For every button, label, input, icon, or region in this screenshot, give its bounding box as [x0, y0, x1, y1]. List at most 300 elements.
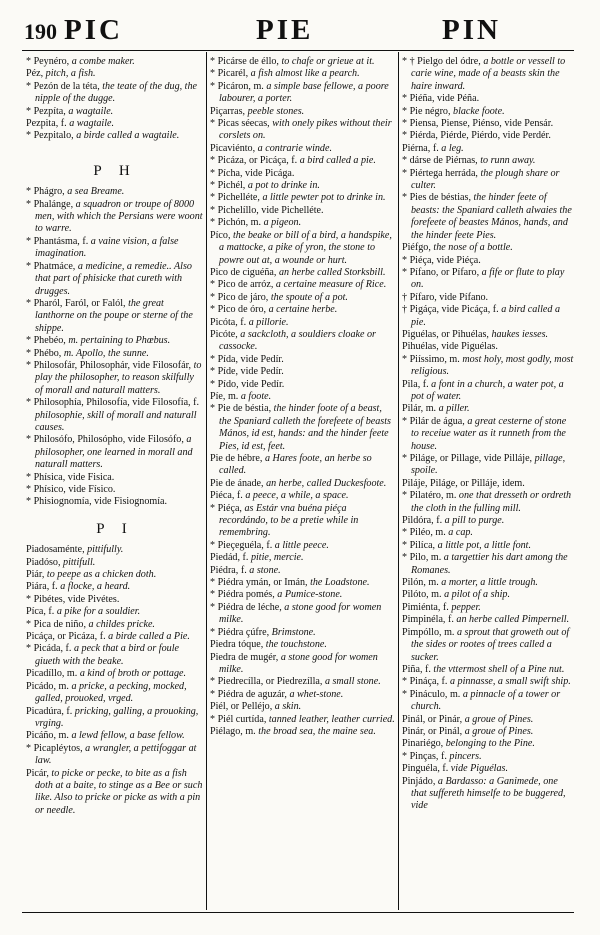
dictionary-entry — [26, 619, 204, 631]
entry-definition: pitch, a fish. — [45, 68, 96, 80]
entry-definition: a stone. — [249, 564, 281, 576]
entry-headword: Piár, — [26, 569, 45, 581]
entry-definition: a kind of broth or pottage. — [79, 668, 187, 680]
entry-headword: Piérna, f. — [402, 142, 439, 154]
entry-headword: Píca, f. — [26, 606, 55, 618]
entry-headword: Picóta, f. — [210, 316, 247, 328]
dictionary-entry — [210, 292, 396, 304]
entry-headword: * Piértega herráda, — [402, 167, 478, 179]
entry-headword: Picádo, m. — [26, 680, 69, 692]
entry-headword: * Piéña, vide Péña. — [402, 93, 480, 105]
entry-definition: a groue of Pines. — [464, 713, 534, 725]
dictionary-entry — [210, 279, 396, 291]
entry-definition: a Pumice-stone. — [277, 589, 343, 601]
entry-definition: a targettier his dart among the Romanes. — [411, 552, 568, 576]
entry-definition: a Hares foote, an herbe so called. — [219, 453, 372, 477]
entry-headword: Piláje, Piláge, or Pilláje, idem. — [402, 477, 525, 489]
entry-definition: pricking, galling, a prouoking, vrging. — [35, 705, 199, 729]
entry-headword: * Pilatéro, m. — [402, 490, 457, 502]
dictionary-entry — [26, 668, 204, 680]
entry-definition: to play the philosopher, to reason skilfully of morall and naturall matters. — [35, 359, 202, 396]
entry-definition: the nose of a bottle. — [433, 242, 513, 254]
entry-definition: Brimstone. — [271, 626, 316, 638]
dictionary-entry — [26, 706, 204, 731]
dictionary-entry — [210, 652, 396, 677]
entry-headword: Pinál, or Pinár, — [402, 713, 463, 725]
entry-headword: Piélago, m. — [210, 725, 256, 737]
dictionary-entry — [402, 416, 574, 453]
dictionary-entry — [402, 56, 574, 93]
entry-definition: m. pertaining to Phœbus. — [68, 335, 171, 347]
dictionary-entry — [210, 403, 396, 453]
dictionary-entry — [402, 676, 574, 688]
entry-headword: * Pilo, m. — [402, 552, 442, 564]
dictionary-entry — [26, 236, 204, 261]
entry-definition: a pinnacle of a tower or church. — [411, 688, 561, 713]
dictionary-entry — [26, 496, 204, 508]
entry-headword: Piguélas, or Pihuélas, — [402, 328, 489, 340]
dictionary-entry — [210, 180, 396, 192]
entry-headword: * Pída, vide Pedír. — [210, 353, 284, 365]
entry-headword: * Pie de béstia, — [210, 403, 272, 415]
entry-definition: pittifully. — [87, 544, 124, 556]
entry-headword: Piéca, f. — [210, 490, 243, 502]
entry-definition: a combe maker. — [71, 56, 135, 67]
entry-headword: * Piédra ymán, or Imán, — [210, 577, 308, 589]
entry-definition: the hinder feete of beasts: the Spaniard calleth alwaies the forefeete of beastes Mános, hands, and the hinder feete Pies. — [411, 192, 572, 241]
dictionary-entry — [26, 106, 204, 118]
entry-headword: * Pichél, — [210, 180, 246, 192]
entry-headword: * Pies de béstias, — [402, 192, 471, 204]
entry-definition: the broad sea, the maine sea. — [258, 725, 376, 737]
entry-headword: * Pináça, f. — [402, 676, 448, 688]
entry-headword: * Piíssimo, m. — [402, 353, 460, 365]
entry-headword: * † Pielgo del ódre, — [402, 56, 481, 67]
entry-definition: pittifull. — [63, 556, 96, 568]
entry-definition: pincers. — [449, 750, 482, 762]
dictionary-entry — [402, 714, 574, 726]
dictionary-entry — [402, 292, 574, 304]
entry-definition: a stone good for women milke. — [219, 601, 382, 626]
dictionary-entry — [210, 589, 396, 601]
dictionary-entry — [26, 472, 204, 484]
dictionary-entry — [26, 581, 204, 593]
entry-headword: Pinjádo, — [402, 775, 436, 787]
section-heading: P H — [93, 162, 137, 179]
entry-headword: * Piléo, m. — [402, 527, 446, 539]
entry-headword: Piedra de mugér, — [210, 651, 279, 663]
entry-definition: vide Piguélas. — [450, 763, 508, 775]
entry-definition: blacke foote. — [453, 105, 505, 117]
entry-definition: a pigeon. — [263, 217, 302, 229]
dictionary-entry — [210, 503, 396, 540]
entry-definition: to runn away. — [480, 155, 536, 167]
column-divider — [206, 52, 207, 910]
dictionary-entry — [210, 118, 396, 143]
dictionary-entry — [210, 81, 396, 106]
dictionary-entry — [210, 676, 396, 688]
dictionary-entry — [210, 230, 396, 267]
dictionary-entry — [210, 155, 396, 167]
entry-definition: a groue of Pines. — [464, 725, 534, 737]
header-guide-left: PIC — [64, 14, 123, 46]
dictionary-entry — [26, 261, 204, 298]
entry-definition: a birde called a wagtaile. — [76, 130, 180, 142]
entry-headword: Pihuélas, vide Piguélas. — [402, 341, 498, 353]
dictionary-entry — [402, 527, 574, 539]
entry-headword: Pinguéla, f. — [402, 763, 449, 775]
entry-definition: philosophie, skill of morall and naturall causes. — [35, 409, 197, 433]
dictionary-entry — [210, 217, 396, 229]
footer-rule — [22, 912, 574, 913]
entry-definition: a pillorie. — [248, 316, 289, 328]
entry-definition: a small stone. — [324, 676, 381, 688]
dictionary-entry — [26, 397, 204, 434]
entry-definition: as Estár vna buéna piéça recordándo, to be a pretie while in remembring. — [219, 502, 359, 539]
entry-headword: Picadíllo, m. — [26, 668, 78, 680]
entry-definition: a bird called a pie. — [411, 304, 561, 328]
dictionary-entry — [402, 515, 574, 527]
dictionary-entry — [402, 453, 574, 478]
entry-headword: Pilár, m. — [402, 403, 437, 415]
dictionary-entry — [26, 335, 204, 347]
entry-definition: a lewd fellow, a base fellow. — [71, 730, 185, 742]
dictionary-entry — [26, 631, 204, 643]
dictionary-entry — [402, 304, 574, 329]
dictionary-entry — [402, 93, 574, 105]
dictionary-entry — [210, 192, 396, 204]
entry-definition: a skin. — [274, 701, 302, 713]
entry-headword: * Piensa, Piense, Piénso, vide Pensár. — [402, 118, 554, 130]
entry-definition: a morter, a little trough. — [441, 577, 538, 589]
entry-definition: haukes iesses. — [491, 328, 549, 340]
header-rule — [22, 50, 574, 51]
entry-definition: pepper. — [451, 601, 481, 613]
dictionary-entry — [210, 565, 396, 577]
entry-definition: a philosopher, one learned in morall and naturall matters. — [35, 434, 193, 471]
entry-definition: a sackcloth, a souldiers cloake or cassocke. — [219, 328, 376, 353]
entry-definition: the great lanthorne on the poupe or sterne of the shippe. — [35, 297, 193, 334]
dictionary-entry — [26, 360, 204, 397]
dictionary-entry — [26, 484, 204, 496]
column-right — [402, 56, 574, 908]
entry-headword: Piára, f. — [26, 581, 58, 593]
dictionary-entry — [402, 589, 574, 601]
entry-headword: Piedád, f. — [210, 552, 249, 564]
dictionary-entry — [26, 199, 204, 236]
entry-headword: * Phantásma, f. — [26, 235, 89, 247]
entry-headword: * Picárse de éllo, — [210, 56, 279, 67]
entry-headword: * Philosófo, Philosópho, vide Filosófo, — [26, 434, 184, 446]
dictionary-entry — [26, 118, 204, 130]
entry-definition: one that dresseth or ordreth the cloth in the fulling mill. — [411, 490, 572, 514]
entry-headword: Pie de ánade, — [210, 477, 264, 489]
entry-headword: * Peynéro, — [26, 56, 70, 67]
entry-definition: a whet-stone. — [289, 688, 344, 700]
entry-definition: a peece, a while, a space. — [245, 490, 349, 502]
entry-headword: * Phisiognomía, vide Fisiognomía. — [26, 496, 168, 508]
dictionary-entry — [210, 540, 396, 552]
entry-headword: * Pichelléte, — [210, 192, 260, 204]
entry-definition: a cap. — [448, 527, 473, 539]
entry-definition: pitie, mercie. — [250, 552, 304, 564]
entry-definition: a sea Breame. — [67, 186, 125, 198]
dictionary-entry — [402, 552, 574, 577]
entry-headword: Pildóra, f. — [402, 515, 443, 527]
entry-headword: † Pífaro, vide Pífano. — [402, 291, 489, 303]
entry-headword: Píco, — [210, 229, 231, 241]
entry-definition: a pilot of a ship. — [444, 589, 510, 601]
dictionary-entry — [210, 552, 396, 564]
entry-definition: a squadron or troupe of 8000 men, with which the Persians were woont to warre. — [35, 198, 203, 235]
dictionary-entry — [402, 726, 574, 738]
dictionary-entry — [210, 577, 396, 589]
entry-definition: a pricke, a pecking, mocked, galled, prouoked, vrged. — [35, 680, 187, 705]
entry-definition: tanned leather, leather curried. — [268, 713, 395, 725]
entry-headword: * Pinças, f. — [402, 750, 447, 762]
entry-headword: * Pezón de la téta, — [26, 80, 100, 92]
dictionary-entry — [210, 304, 396, 316]
entry-definition: a sprout that groweth out of the sides or rootes of trees called a sucker. — [411, 626, 570, 663]
dictionary-entry — [402, 354, 574, 379]
section-heading: P I — [96, 520, 134, 537]
entry-headword: Pilóto, m. — [402, 589, 442, 601]
dictionary-entry — [402, 689, 574, 714]
header-guide-middle: PIE — [256, 14, 314, 46]
dictionary-entry — [210, 627, 396, 639]
entry-headword: * Piéça, — [210, 502, 242, 514]
entry-definition: a foote. — [240, 390, 272, 402]
dictionary-entry — [26, 606, 204, 618]
dictionary-entry — [210, 391, 396, 403]
entry-headword: * Phebéo, — [26, 335, 66, 347]
entry-headword: Piél, or Pelléjo, — [210, 701, 273, 713]
entry-headword: Picár, — [26, 767, 49, 779]
entry-headword: * Picáda, f. — [26, 643, 72, 655]
entry-headword: * Phísica, vide Fisica. — [26, 471, 115, 483]
dictionary-entry — [26, 743, 204, 768]
entry-definition: the plough share or culter. — [411, 167, 560, 192]
entry-definition: a font in a church, a water pot, a pot of water. — [411, 378, 564, 402]
entry-definition: the teate of the dug, the nipple of the dugge. — [35, 80, 197, 105]
dictionary-entry — [26, 348, 204, 360]
entry-headword: Péz, — [26, 68, 44, 80]
dictionary-entry — [210, 714, 396, 726]
entry-headword: * Pibétes, vide Pivétes. — [26, 593, 120, 605]
entry-definition: to picke or pecke, to bite as a fish doth at a baite, to stinge as a Bee or such like. Also to pricke or picke as with a pin or needle. — [35, 767, 203, 816]
entry-headword: Pimpinéla, f. — [402, 614, 454, 626]
dictionary-entry — [26, 569, 204, 581]
entry-headword: * Philosofár, Philosophár, vide Filosofár, — [26, 359, 192, 371]
entry-definition: to chafe or grieue at it. — [281, 56, 375, 67]
entry-headword: Pie de hébre, — [210, 453, 263, 464]
entry-definition: a stone good for women milke. — [219, 651, 378, 675]
dictionary-entry — [210, 639, 396, 651]
entry-definition: a Bardasso: a Ganimede, one that suffereth himselfe to be buggered, vide — [411, 775, 566, 812]
entry-headword: † Pigáça, vide Picáça, f. — [402, 304, 499, 316]
entry-headword: * Phatmáce, — [26, 260, 76, 272]
entry-definition: the spoute of a pot. — [270, 291, 348, 303]
dictionary-entry — [210, 143, 396, 155]
entry-headword: Piña, f. — [402, 663, 431, 675]
entry-headword: * Picáron, m. — [210, 80, 264, 92]
entry-definition: a pike for a souldier. — [56, 606, 141, 618]
entry-definition: pillage, spoile. — [411, 453, 566, 477]
entry-definition: a childes pricke. — [88, 618, 155, 630]
dictionary-entry — [26, 434, 204, 471]
dictionary-entry — [210, 68, 396, 80]
entry-headword: * Pináculo, m. — [402, 688, 461, 700]
dictionary-entry — [402, 763, 574, 775]
dictionary-entry — [210, 379, 396, 391]
entry-definition: belonging to the Pine. — [445, 738, 535, 750]
entry-definition: a great cesterne of stone to receiue water as it runneth from the house. — [411, 415, 567, 452]
dictionary-entry — [210, 168, 396, 180]
dictionary-entry — [402, 329, 574, 341]
entry-headword: Pimiénta, f. — [402, 601, 449, 613]
entry-headword: Piadosaménte, — [26, 544, 85, 556]
entry-headword: * Piérda, Piérde, Piérdo, vide Perdér. — [402, 130, 551, 142]
dictionary-entry — [26, 130, 204, 142]
dictionary-entry — [402, 614, 574, 626]
entry-headword: * Pído, vide Pedír. — [210, 378, 285, 390]
entry-definition: a fife or flute to play on. — [411, 266, 565, 291]
entry-headword: * Piél curtída, — [210, 713, 267, 725]
entry-definition: an herbe, called Duckesfoote. — [266, 477, 387, 489]
dictionary-entry — [26, 730, 204, 742]
entry-headword: * Piéça, vide Piéça. — [402, 254, 481, 266]
dictionary-entry — [402, 577, 574, 589]
entry-definition: the hinder foote of a beast, the Spaniard calleth the forefeete of beasts Mános, id est, hands: and the hinder feete Pies, id est, feet. — [219, 403, 391, 452]
entry-definition: an herbe called Storksbill. — [278, 266, 386, 278]
entry-headword: * Picarél, — [210, 68, 249, 80]
header-guide-right: PIN — [442, 14, 501, 46]
entry-headword: Piéfgo, — [402, 242, 431, 254]
entry-headword: Picáça, or Picáza, f. — [26, 631, 106, 643]
entry-headword: * Phébo, — [26, 347, 62, 359]
running-header — [24, 10, 572, 50]
entry-headword: * Pieçeguéla, f. — [210, 539, 273, 551]
dictionary-entry — [402, 242, 574, 254]
dictionary-entry — [402, 602, 574, 614]
dictionary-entry — [210, 106, 396, 118]
entry-headword: * Piedrecílla, or Piedrezílla, — [210, 676, 323, 688]
dictionary-entry — [402, 192, 574, 242]
entry-definition: the vttermost shell of a Pine nut. — [433, 663, 565, 675]
entry-definition: the beake or bill of a bird, a handspike, a mattocke, a pike of yron, the stone to powre out at, a wounde or hurt. — [219, 229, 392, 266]
dictionary-entry — [210, 689, 396, 701]
dictionary-entry — [402, 540, 574, 552]
entry-headword: * Pico de óro, — [210, 304, 267, 316]
dictionary-entry — [210, 726, 396, 738]
entry-headword: * Piédra pomés, — [210, 589, 275, 601]
entry-definition: a bottle or vessell to carie wine, made of a beasts skin the haire inward. — [411, 56, 566, 92]
column-middle — [210, 56, 396, 908]
entry-headword: * Pilár de água, — [402, 415, 465, 427]
entry-headword: * Piédra de léche, — [210, 601, 282, 613]
entry-definition: m. Apollo, the sunne. — [63, 347, 149, 359]
entry-definition: a contrarie winde. — [257, 142, 332, 154]
entry-definition: a peck that a bird or foule giueth with the beake. — [35, 643, 179, 667]
entry-definition: the touchstone. — [265, 639, 327, 651]
entry-definition: a wagtaile. — [68, 105, 114, 117]
entry-headword: Píe, m. — [210, 390, 239, 402]
dictionary-entry — [402, 379, 574, 404]
dictionary-entry — [210, 267, 396, 279]
entry-definition: a simple base fellowe, a poore labourer, a porter. — [219, 80, 389, 105]
entry-definition: a flocke, a heard. — [60, 581, 131, 593]
dictionary-entry — [402, 738, 574, 750]
dictionary-entry — [402, 664, 574, 676]
entry-definition: a little peece. — [274, 539, 329, 551]
entry-headword: Pila, f. — [402, 378, 429, 390]
entry-definition: most holy, most godly, most religious. — [411, 353, 574, 378]
entry-definition: an herbe called Pimpernell. — [456, 614, 570, 626]
entry-definition: to peepe as a chicken doth. — [46, 569, 157, 581]
dictionary-entry — [402, 168, 574, 193]
dictionary-entry — [210, 490, 396, 502]
entry-definition: a pot to drinke in. — [247, 180, 320, 192]
dictionary-entry — [26, 768, 204, 818]
entry-headword: Piedra tóque, — [210, 639, 264, 651]
dictionary-entry — [210, 205, 396, 217]
entry-definition: a leg. — [441, 142, 464, 154]
entry-definition: a wagtaile. — [69, 118, 115, 130]
entry-definition: peeble stones. — [247, 105, 305, 117]
entry-definition: a fish almost like a pearch. — [250, 68, 360, 80]
entry-headword: * Pilíca, — [402, 539, 436, 551]
dictionary-entry — [402, 118, 574, 130]
entry-headword: * Pícha, vide Picága. — [210, 167, 295, 179]
entry-headword: Pimpóllo, m. — [402, 626, 455, 638]
entry-headword: * Pezpíta, — [26, 105, 66, 117]
entry-headword: Pinariégo, — [402, 738, 444, 750]
dictionary-entry — [210, 602, 396, 627]
entry-headword: Picáño, m. — [26, 730, 69, 742]
entry-headword: * Piláge, or Pillage, vide Pilláje, — [402, 453, 533, 464]
dictionary-entry — [402, 341, 574, 353]
entry-headword: * Phalánge, — [26, 198, 74, 210]
entry-headword: * dárse de Piérnas, — [402, 155, 478, 167]
dictionary-entry — [26, 298, 204, 335]
dictionary-entry — [402, 490, 574, 515]
entry-headword: * Pezpitalo, — [26, 130, 74, 142]
entry-headword: Piçarras, — [210, 105, 246, 117]
entry-headword: Pinár, or Pinál, — [402, 725, 463, 737]
dictionary-entry — [210, 56, 396, 68]
entry-headword: * Picáza, or Picáça, f. — [210, 155, 298, 167]
dictionary-entry — [210, 453, 396, 478]
dictionary-entry — [26, 643, 204, 668]
dictionary-entry — [26, 557, 204, 569]
dictionary-entry — [26, 544, 204, 556]
entry-headword: * Pica de niño, — [26, 618, 86, 630]
entry-headword: Piadóso, — [26, 556, 61, 568]
dictionary-entry — [402, 155, 574, 167]
dictionary-entry — [26, 186, 204, 198]
entry-definition: a little pewter pot to drinke in. — [262, 192, 386, 204]
entry-headword: * Piédra çúfre, — [210, 626, 270, 638]
dictionary-entry — [210, 478, 396, 490]
dictionary-entry — [210, 354, 396, 366]
entry-headword: * Pharól, Faról, or Falól, — [26, 297, 126, 309]
dictionary-entry — [26, 56, 204, 68]
entry-definition: a wrangler, a pettifoggar at law. — [35, 742, 197, 767]
entry-headword: * Picapléytos, — [26, 742, 83, 754]
entry-definition: the Loadstone. — [310, 577, 370, 589]
entry-headword: Picóte, — [210, 328, 238, 340]
entry-headword: Pilón, m. — [402, 577, 439, 589]
